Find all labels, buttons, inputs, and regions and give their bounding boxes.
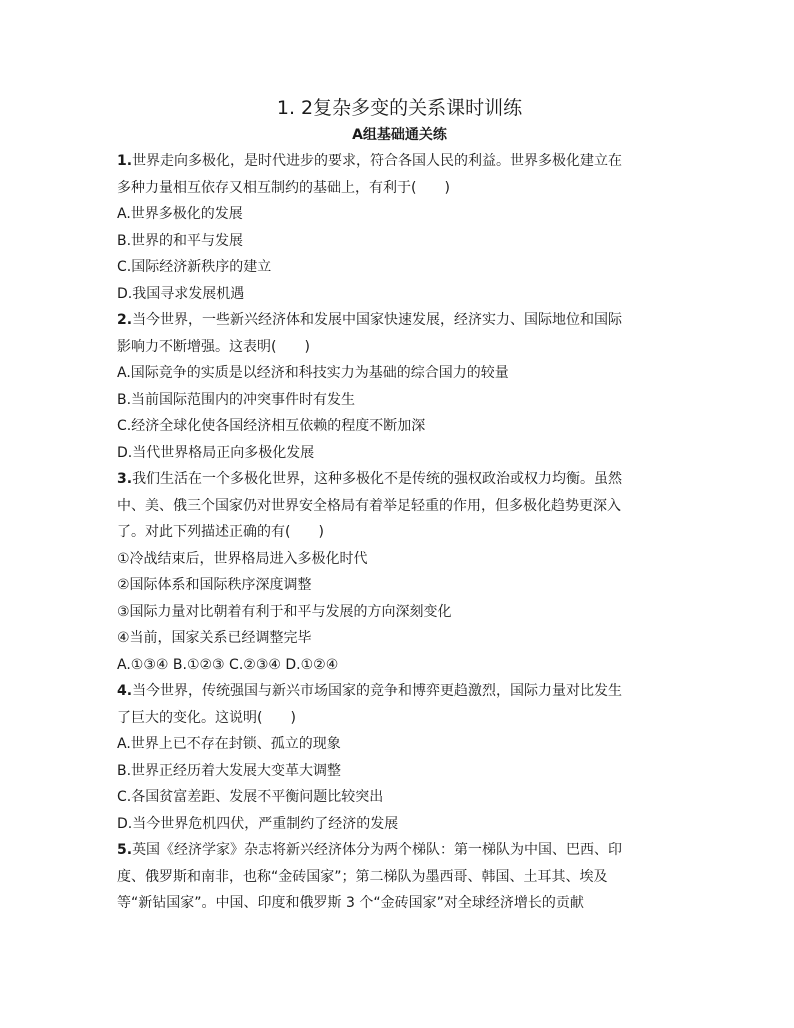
text-line: ④当前，国家关系已经调整完毕 xyxy=(117,630,312,646)
text-line: B.世界的和平与发展 xyxy=(117,232,244,249)
text-line: ①冷战结束后，世界格局进入多极化时代 xyxy=(117,550,368,567)
text-line: 度、俄罗斯和南非，也称“金砖国家”；第二梯队为墨西哥、韩国、土耳其、埃及 xyxy=(117,868,608,885)
question-line xyxy=(117,307,682,334)
text-line: A.世界多极化的发展 xyxy=(117,206,243,222)
text-line: D.当今世界危机四伏，严重制约了经济的发展 xyxy=(117,815,399,832)
text-line: 多种力量相互依存又相互制约的基础上，有利于( ) xyxy=(117,179,450,196)
text-line: C.各国贫富差距、发展不平衡问题比较突出 xyxy=(117,789,384,805)
text-line: D.我国寻求发展机遇 xyxy=(117,285,245,302)
document-page xyxy=(117,94,682,917)
document-body xyxy=(117,148,682,917)
text-line: 等“新钻国家”。中国、印度和俄罗斯 3 个“金砖国家”对全球经济增长的贡献 xyxy=(117,895,584,911)
question-text: 我们生活在一个多极化世界，这种多极化不是传统的强权政治或权力均衡。虽然 xyxy=(132,471,623,487)
question-number: 5. xyxy=(117,842,133,858)
text-line: A.世界上已不存在封锁、孤立的现象 xyxy=(117,736,341,752)
text-line: 了巨大的变化。这说明( ) xyxy=(117,709,296,726)
text-line: C.经济全球化使各国经济相互依赖的程度不断加深 xyxy=(117,418,426,434)
question-text: 当今世界，传统强国与新兴市场国家的竞争和博弈更趋激烈，国际力量对比发生 xyxy=(132,683,623,699)
text-line: ③国际力量对比朝着有利于和平与发展的方向深刻变化 xyxy=(117,603,452,620)
question-number: 2. xyxy=(117,312,133,328)
text-line: 影响力不断增强。这表明( ) xyxy=(117,338,310,355)
text-line: 中、美、俄三个国家仍对世界安全格局有着举足轻重的作用，但多极化趋势更深入 xyxy=(117,497,621,514)
question-line xyxy=(117,678,682,705)
text-line: D.当代世界格局正向多极化发展 xyxy=(117,444,315,461)
text-line: B.世界正经历着大发展大变革大调整 xyxy=(117,762,342,779)
question-line xyxy=(117,148,682,175)
document-title: 1. 2复杂多变的关系课时训练 xyxy=(276,97,523,119)
question-line xyxy=(117,466,682,493)
question-number: 1. xyxy=(117,153,133,169)
question-number: 3. xyxy=(117,471,133,487)
text-line: A.国际竞争的实质是以经济和科技实力为基础的综合国力的较量 xyxy=(117,365,509,381)
section-heading: A组基础通关练 xyxy=(352,127,447,143)
question-number: 4. xyxy=(117,683,133,699)
text-line: ②国际体系和国际秩序深度调整 xyxy=(117,577,312,593)
text-line: C.国际经济新秩序的建立 xyxy=(117,259,272,275)
question-line xyxy=(117,837,682,864)
question-text: 世界走向多极化，是时代进步的要求，符合各国人民的利益。世界多极化建立在 xyxy=(132,153,623,169)
question-text: 当今世界，一些新兴经济体和发展中国家快速发展，经济实力、国际地位和国际 xyxy=(132,312,623,328)
text-line: B.当前国际范围内的冲突事件时有发生 xyxy=(117,391,356,408)
text-line: A.①③④ B.①②③ C.②③④ D.①②④ xyxy=(117,656,339,673)
question-text: 英国《经济学家》杂志将新兴经济体分为两个梯队：第一梯队为中国、巴西、印 xyxy=(132,842,623,858)
text-line: 了。对此下列描述正确的有( ) xyxy=(117,524,324,540)
